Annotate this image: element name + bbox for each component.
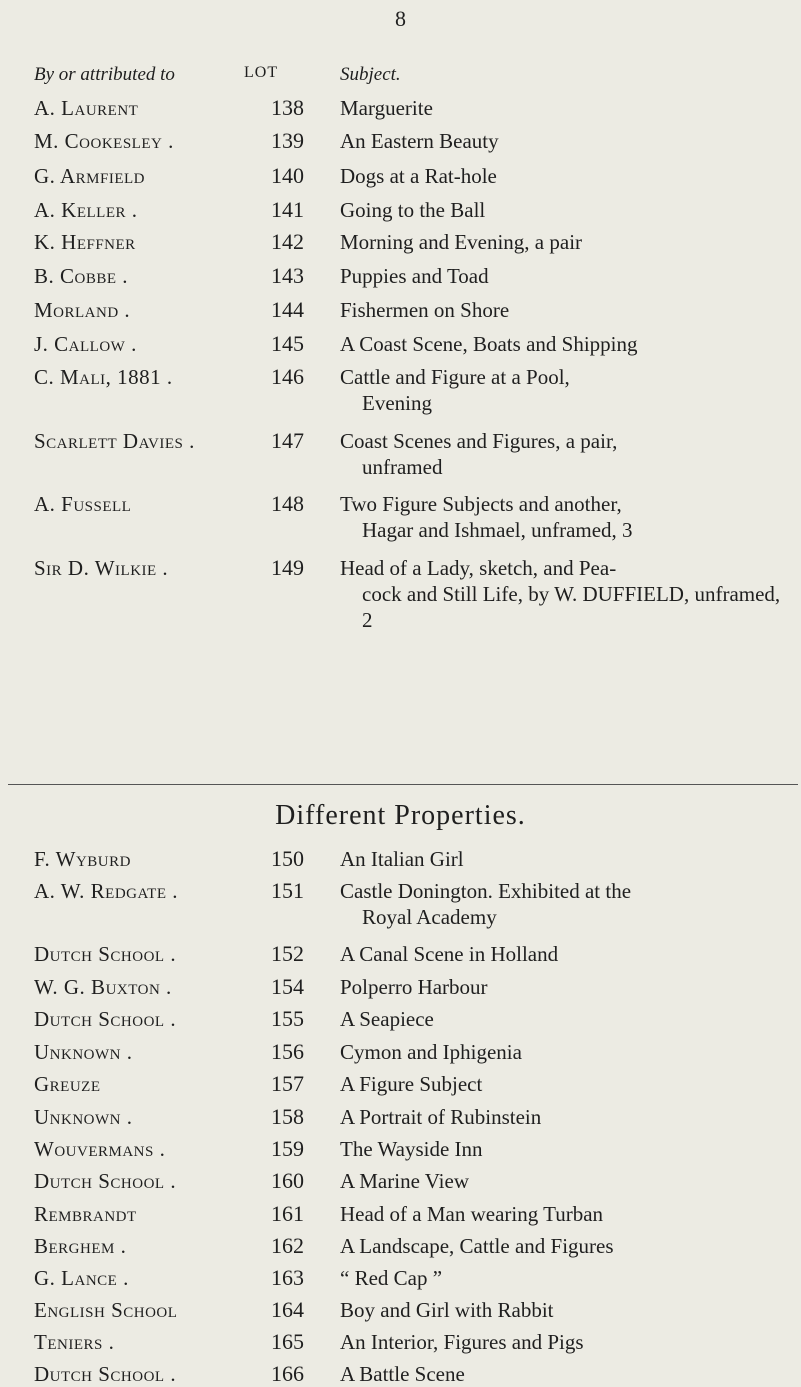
subject-title	[340, 491, 795, 543]
subject-line: Fishermen on Shore	[340, 298, 510, 322]
subject-line: Going to the Ball	[340, 198, 486, 222]
subject-title	[340, 128, 795, 154]
artist-name: Morland .	[34, 298, 131, 322]
lot-number: 144	[271, 297, 304, 322]
subject-line: A Portrait of Rubinstein	[340, 1105, 542, 1129]
lot-number: 149	[271, 555, 304, 580]
subject-line: A Coast Scene, Boats and Shipping	[340, 332, 638, 356]
subject-line: Head of a Lady, sketch, and Pea-	[340, 556, 617, 580]
subject-line: An Italian Girl	[340, 847, 464, 871]
lot-number: 156	[271, 1039, 304, 1064]
artist-name: M. Cookesley .	[34, 129, 174, 153]
subject-title	[340, 846, 795, 872]
artist-name: English School	[34, 1298, 178, 1322]
lot-number: 161	[271, 1201, 304, 1226]
subject-title	[340, 364, 795, 416]
artist-name: Unknown .	[34, 1040, 133, 1064]
subject-line: Head of a Man wearing Turban	[340, 1202, 604, 1226]
artist-name: Teniers .	[34, 1330, 115, 1354]
artist-name: C. Mali, 1881 .	[34, 365, 173, 389]
subject-line: Dogs at a Rat-hole	[340, 164, 497, 188]
artist-name: F. Wyburd	[34, 847, 131, 871]
subject-line: Boy and Girl with Rabbit	[340, 1298, 554, 1322]
lot-number: 148	[271, 491, 304, 516]
subject-line: Puppies and Toad	[340, 264, 489, 288]
lot-number: 142	[271, 229, 304, 254]
lot-number: 157	[271, 1071, 304, 1096]
artist-name: Rembrandt	[34, 1202, 137, 1226]
artist-name: W. G. Buxton .	[34, 975, 172, 999]
subject-title	[340, 555, 795, 633]
artist-name: Sir D. Wilkie .	[34, 556, 169, 580]
artist-name: Scarlett Davies .	[34, 429, 195, 453]
lot-number: 146	[271, 364, 304, 389]
subject-title	[340, 1265, 795, 1291]
artist-name: K. Heffner	[34, 230, 136, 254]
artist-name: Berghem .	[34, 1234, 127, 1258]
lot-number: 166	[271, 1361, 304, 1386]
page-number: 8	[395, 6, 406, 31]
lot-number: 164	[271, 1297, 304, 1322]
subject-title	[340, 1104, 795, 1130]
lot-number: 160	[271, 1168, 304, 1193]
lot-number: 155	[271, 1006, 304, 1031]
subject-line: A Canal Scene in Holland	[340, 942, 559, 966]
lot-number: 165	[271, 1329, 304, 1354]
subject-line: A Battle Scene	[340, 1362, 465, 1386]
subject-title	[340, 941, 795, 967]
lot-number: 158	[271, 1104, 304, 1129]
lot-number: 159	[271, 1136, 304, 1161]
subject-title	[340, 1361, 795, 1387]
lot-number: 154	[271, 974, 304, 999]
subject-title	[340, 1071, 795, 1097]
subject-line: Castle Donington. Exhibited at the	[340, 879, 632, 903]
subject-title	[340, 95, 795, 121]
artist-name: Greuze	[34, 1072, 101, 1096]
lot-number: 150	[271, 846, 304, 871]
section-divider	[8, 784, 798, 785]
subject-line: Marguerite	[340, 96, 433, 120]
subject-title	[340, 1168, 795, 1194]
subject-line: The Wayside Inn	[340, 1137, 483, 1161]
lot-number: 139	[271, 128, 304, 153]
subject-continuation: Evening	[362, 391, 432, 415]
subject-title	[340, 428, 795, 480]
artist-name: Dutch School .	[34, 1362, 177, 1386]
subject-line: A Seapiece	[340, 1007, 434, 1031]
subject-title	[340, 1329, 795, 1355]
column-header-artist: By or attributed to	[34, 64, 175, 85]
subject-line: A Marine View	[340, 1169, 469, 1193]
subject-line: “ Red Cap ”	[340, 1266, 443, 1290]
subject-title	[340, 974, 795, 1000]
column-header-subject: Subject.	[340, 64, 401, 85]
subject-title	[340, 297, 795, 323]
section-heading: Different Properties.	[275, 800, 526, 831]
subject-line: An Eastern Beauty	[340, 129, 499, 153]
lot-number: 138	[271, 95, 304, 120]
lot-number: 147	[271, 428, 304, 453]
subject-line: Morning and Evening, a pair	[340, 230, 583, 254]
artist-name: Unknown .	[34, 1105, 133, 1129]
artist-name: G. Lance .	[34, 1266, 129, 1290]
lot-number: 152	[271, 941, 304, 966]
subject-title	[340, 229, 795, 255]
subject-continuation: Hagar and Ishmael, unframed, 3	[362, 518, 633, 542]
subject-title	[340, 1039, 795, 1065]
subject-title	[340, 1006, 795, 1032]
lot-number: 145	[271, 331, 304, 356]
artist-name: Dutch School .	[34, 942, 177, 966]
subject-line: A Figure Subject	[340, 1072, 483, 1096]
subject-title	[340, 878, 795, 930]
artist-name: A. Laurent	[34, 96, 139, 120]
subject-line: Two Figure Subjects and another,	[340, 492, 622, 516]
lot-number: 140	[271, 163, 304, 188]
subject-title	[340, 1233, 795, 1259]
artist-name: J. Callow .	[34, 332, 137, 356]
subject-title	[340, 1201, 795, 1227]
subject-line: Cattle and Figure at a Pool,	[340, 365, 570, 389]
subject-line: Cymon and Iphigenia	[340, 1040, 522, 1064]
lot-number: 151	[271, 878, 304, 903]
lot-number: 141	[271, 197, 304, 222]
artist-name: A. Keller .	[34, 198, 138, 222]
lot-number: 162	[271, 1233, 304, 1258]
subject-title	[340, 331, 795, 357]
artist-name: Wouvermans .	[34, 1137, 166, 1161]
subject-line: A Landscape, Cattle and Figures	[340, 1234, 614, 1258]
artist-name: A. Fussell	[34, 492, 132, 516]
subject-line: Polperro Harbour	[340, 975, 488, 999]
subject-line: Coast Scenes and Figures, a pair,	[340, 429, 618, 453]
artist-name: G. Armfield	[34, 164, 146, 188]
artist-name: B. Cobbe .	[34, 264, 129, 288]
subject-title	[340, 1136, 795, 1162]
lot-number: 163	[271, 1265, 304, 1290]
lot-number: 143	[271, 263, 304, 288]
column-header-lot: LOT	[244, 64, 279, 81]
subject-continuation: unframed	[362, 455, 443, 479]
subject-title	[340, 1297, 795, 1323]
subject-title	[340, 263, 795, 289]
subject-line: An Interior, Figures and Pigs	[340, 1330, 584, 1354]
artist-name: Dutch School .	[34, 1169, 177, 1193]
artist-name: A. W. Redgate .	[34, 879, 179, 903]
artist-name: Dutch School .	[34, 1007, 177, 1031]
subject-title	[340, 197, 795, 223]
subject-title	[340, 163, 795, 189]
subject-continuation: Royal Academy	[362, 905, 497, 929]
subject-continuation: cock and Still Life, by W. DUFFIELD, unframed, 2	[362, 582, 781, 632]
